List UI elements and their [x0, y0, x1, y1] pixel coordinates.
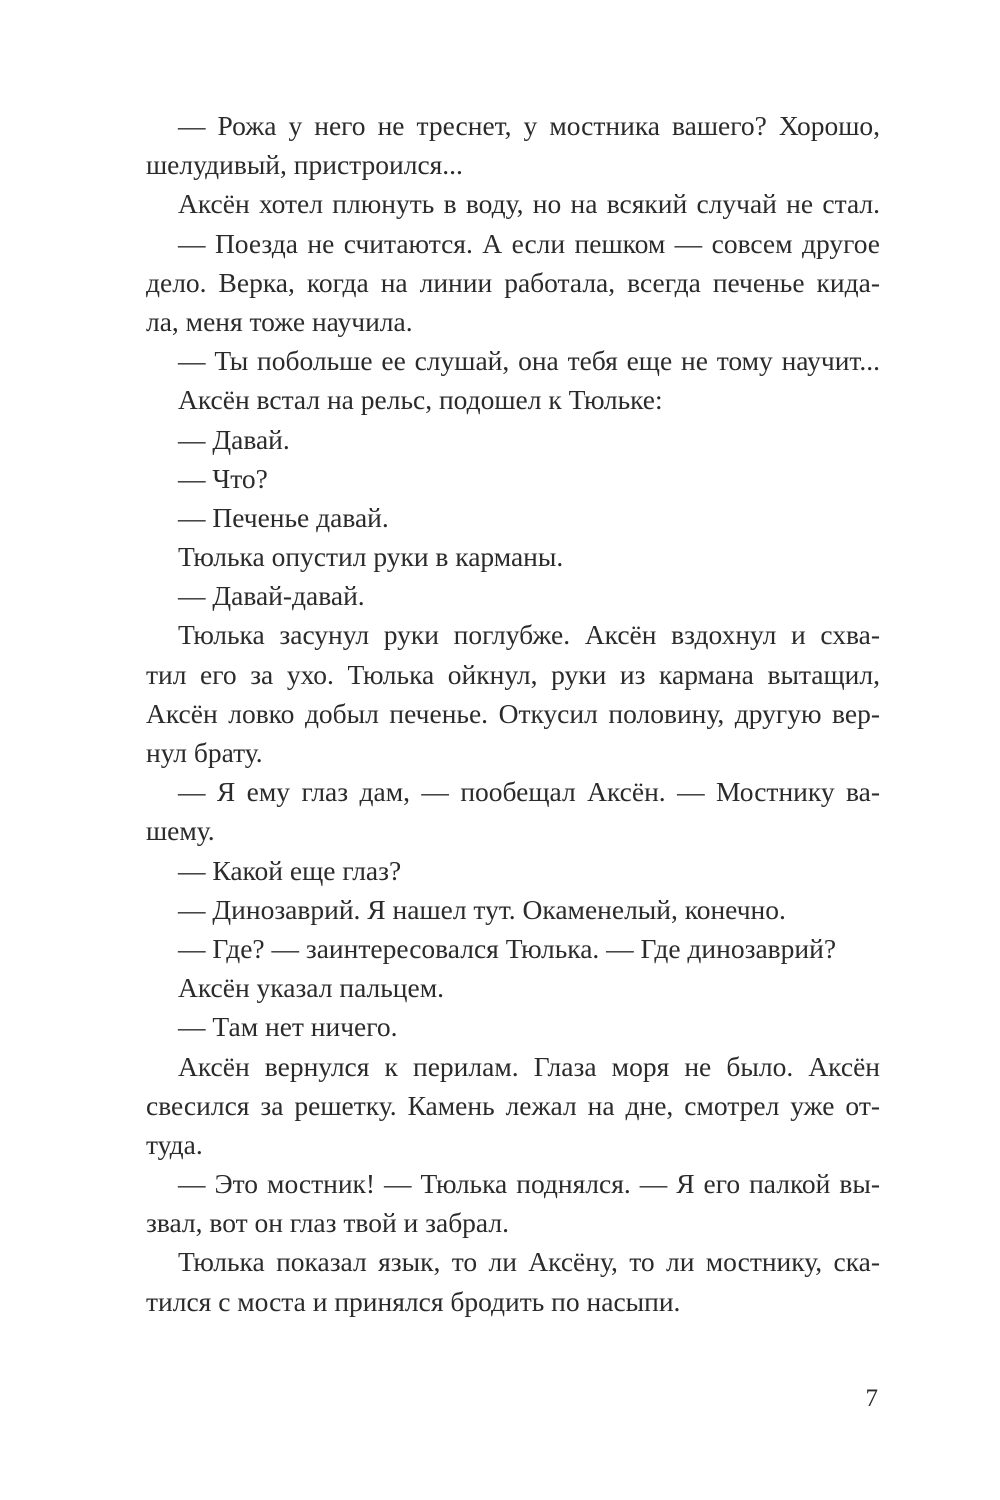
page-number: 7 [865, 1385, 878, 1412]
text-line: тил его за ухо. Тюлька ойкнул, руки из кармана вытащил, [146, 658, 880, 690]
text-line: — Давай. [178, 423, 290, 455]
text-line: шелудивый, пристроился... [146, 149, 463, 181]
text-line: Аксён встал на рельс, подошел к Тюльке: [178, 384, 663, 416]
page-body [146, 106, 880, 1321]
text-line: — Я ему глаз дам, — пообещал Аксён. — Мостнику ва- [178, 776, 880, 808]
text-line: Тюлька засунул руки поглубже. Аксён вздохнул и схва- [178, 619, 880, 651]
text-line: туда. [146, 1128, 203, 1160]
text-line: Тюлька показал язык, то ли Аксёну, то ли мостнику, ска- [178, 1246, 880, 1278]
text-line: звал, вот он глаз твой и забрал. [146, 1207, 509, 1239]
text-line: Аксён указал пальцем. [178, 972, 444, 1004]
text-line: Аксён ловко добыл печенье. Откусил половину, другую вер- [146, 697, 880, 729]
text-line: Аксён вернулся к перилам. Глаза моря не было. Аксён [178, 1050, 880, 1082]
text-line: — Что? [178, 462, 268, 494]
text-line: — Поезда не считаются. А если пешком — совсем другое [178, 227, 880, 259]
text-line: — Ты побольше ее слушай, она тебя еще не тому научит... [178, 345, 880, 377]
text-line: ла, меня тоже научила. [146, 305, 413, 337]
text-line: — Какой еще глаз? [178, 854, 402, 886]
text-line: Тюлька опустил руки в карманы. [178, 541, 564, 573]
text-line: свесился за решетку. Камень лежал на дне, смотрел уже от- [146, 1089, 880, 1121]
text-line: нул брату. [146, 737, 263, 768]
text-line: — Где? — заинтересовался Тюлька. — Где динозаврий? [178, 932, 837, 964]
text-line: шему. [146, 815, 215, 847]
text-line: — Давай-давай. [178, 580, 365, 612]
text-line: — Динозаврий. Я нашел тут. Окаменелый, конечно. [178, 893, 786, 925]
text-line: — Это мостник! — Тюлька поднялся. — Я его палкой вы- [178, 1168, 880, 1200]
text-line: — Печенье давай. [178, 501, 389, 533]
text-line: дело. Верка, когда на линии работала, всегда печенье кида- [146, 266, 880, 298]
text-line: Аксён хотел плюнуть в воду, но на всякий случай не стал. [178, 188, 880, 220]
text-line: — Рожа у него не треснет, у мостника вашего? Хорошо, [178, 110, 880, 141]
text-line: тился с моста и принялся бродить по насыпи. [146, 1285, 681, 1317]
text-line: — Там нет ничего. [178, 1011, 398, 1043]
